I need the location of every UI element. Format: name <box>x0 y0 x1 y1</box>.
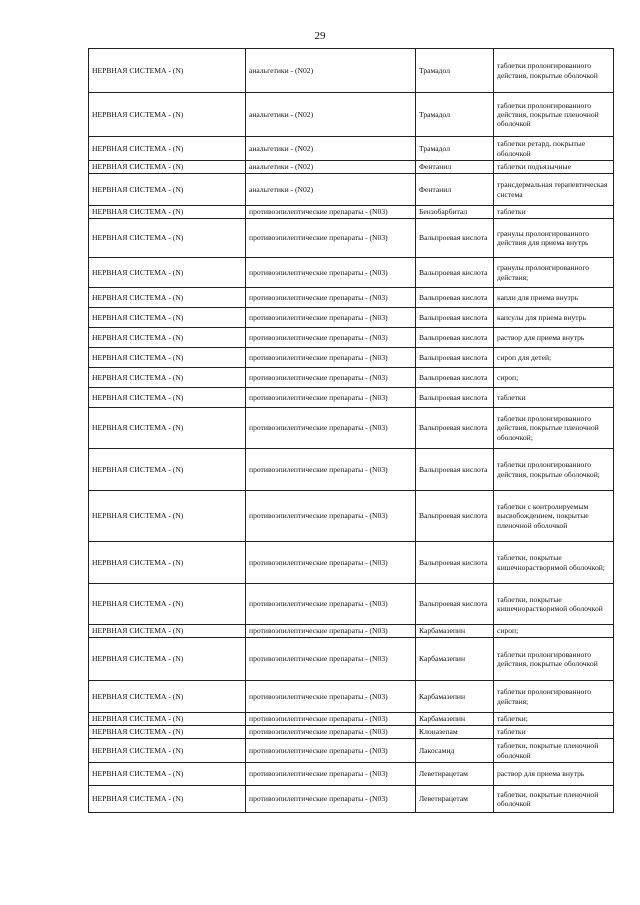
table-row <box>89 408 614 449</box>
group-cell: анальгетики - (N02) <box>246 93 416 137</box>
drug-name-cell: Вальпроевая кислота <box>416 258 494 288</box>
dosage-form-cell: таблетки <box>494 388 614 408</box>
system-cell: НЕРВНАЯ СИСТЕМА - (N) <box>89 206 246 219</box>
dosage-form-cell: таблетки, покрытые кишечнорастворимой оболочкой; <box>494 542 614 584</box>
system-cell: НЕРВНАЯ СИСТЕМА - (N) <box>89 328 246 348</box>
table-row <box>89 388 614 408</box>
drug-name-cell: Вальпроевая кислота <box>416 449 494 491</box>
system-cell: НЕРВНАЯ СИСТЕМА - (N) <box>89 713 246 726</box>
dosage-form-cell: сироп; <box>494 368 614 388</box>
group-cell: анальгетики - (N02) <box>246 161 416 174</box>
drug-name-cell: Вальпроевая кислота <box>416 408 494 449</box>
drug-name-cell: Вальпроевая кислота <box>416 368 494 388</box>
system-cell: НЕРВНАЯ СИСТЕМА - (N) <box>89 308 246 328</box>
table-row <box>89 739 614 763</box>
table-row <box>89 449 614 491</box>
table-row <box>89 219 614 258</box>
drug-register-table <box>88 48 614 813</box>
group-cell: противоэпилептические препараты - (N03) <box>246 625 416 638</box>
system-cell: НЕРВНАЯ СИСТЕМА - (N) <box>89 681 246 713</box>
drug-name-cell: Фентанил <box>416 174 494 206</box>
group-cell: противоэпилептические препараты - (N03) <box>246 206 416 219</box>
table-row <box>89 49 614 93</box>
group-cell: анальгетики - (N02) <box>246 137 416 161</box>
group-cell: анальгетики - (N02) <box>246 174 416 206</box>
table-row <box>89 584 614 625</box>
dosage-form-cell: таблетки подъязычные <box>494 161 614 174</box>
table-row <box>89 308 614 328</box>
table-row <box>89 258 614 288</box>
group-cell: противоэпилептические препараты - (N03) <box>246 491 416 542</box>
drug-name-cell: Вальпроевая кислота <box>416 542 494 584</box>
table-row <box>89 726 614 739</box>
drug-name-cell: Трамадол <box>416 93 494 137</box>
group-cell: противоэпилептические препараты - (N03) <box>246 219 416 258</box>
group-cell: противоэпилептические препараты - (N03) <box>246 542 416 584</box>
system-cell: НЕРВНАЯ СИСТЕМА - (N) <box>89 219 246 258</box>
group-cell: противоэпилептические препараты - (N03) <box>246 638 416 681</box>
drug-name-cell: Клоназепам <box>416 726 494 739</box>
system-cell: НЕРВНАЯ СИСТЕМА - (N) <box>89 137 246 161</box>
drug-name-cell: Трамадол <box>416 49 494 93</box>
group-cell: противоэпилептические препараты - (N03) <box>246 584 416 625</box>
drug-name-cell: Вальпроевая кислота <box>416 584 494 625</box>
table-row <box>89 348 614 368</box>
table-row <box>89 491 614 542</box>
table-row <box>89 638 614 681</box>
drug-name-cell: Леветирацетам <box>416 786 494 813</box>
dosage-form-cell: гранулы пролонгированного действия; <box>494 258 614 288</box>
dosage-form-cell: таблетки <box>494 726 614 739</box>
dosage-form-cell: таблетки, покрытые кишечнорастворимой оболочкой <box>494 584 614 625</box>
group-cell: противоэпилептические препараты - (N03) <box>246 763 416 786</box>
dosage-form-cell: таблетки ретард, покрытые оболочкой <box>494 137 614 161</box>
drug-name-cell: Вальпроевая кислота <box>416 308 494 328</box>
dosage-form-cell: таблетки пролонгированного действия, покрытые оболочкой; <box>494 449 614 491</box>
group-cell: противоэпилептические препараты - (N03) <box>246 388 416 408</box>
group-cell: противоэпилептические препараты - (N03) <box>246 786 416 813</box>
dosage-form-cell: раствор для приема внутрь <box>494 328 614 348</box>
drug-name-cell: Вальпроевая кислота <box>416 328 494 348</box>
drug-name-cell: Вальпроевая кислота <box>416 219 494 258</box>
system-cell: НЕРВНАЯ СИСТЕМА - (N) <box>89 739 246 763</box>
group-cell: противоэпилептические препараты - (N03) <box>246 739 416 763</box>
group-cell: противоэпилептические препараты - (N03) <box>246 368 416 388</box>
system-cell: НЕРВНАЯ СИСТЕМА - (N) <box>89 348 246 368</box>
dosage-form-cell: таблетки, покрытые пленочной оболочкой <box>494 786 614 813</box>
page-number: 29 <box>314 30 326 42</box>
group-cell: противоэпилептические препараты - (N03) <box>246 348 416 368</box>
drug-name-cell: Бензобарбитал <box>416 206 494 219</box>
group-cell: противоэпилептические препараты - (N03) <box>246 713 416 726</box>
system-cell: НЕРВНАЯ СИСТЕМА - (N) <box>89 368 246 388</box>
system-cell: НЕРВНАЯ СИСТЕМА - (N) <box>89 161 246 174</box>
table-row <box>89 93 614 137</box>
dosage-form-cell: сироп; <box>494 625 614 638</box>
group-cell: противоэпилептические препараты - (N03) <box>246 288 416 308</box>
dosage-form-cell: гранулы пролонгированного действия для приема внутрь <box>494 219 614 258</box>
table-row <box>89 174 614 206</box>
system-cell: НЕРВНАЯ СИСТЕМА - (N) <box>89 408 246 449</box>
table-row <box>89 368 614 388</box>
dosage-form-cell: раствор для приема внутрь <box>494 763 614 786</box>
table-row <box>89 542 614 584</box>
dosage-form-cell: таблетки пролонгированного действия; <box>494 681 614 713</box>
group-cell: противоэпилептические препараты - (N03) <box>246 449 416 491</box>
drug-name-cell: Карбамазепин <box>416 681 494 713</box>
dosage-form-cell: таблетки пролонгированного действия, покрытые оболочкой <box>494 638 614 681</box>
dosage-form-cell: капли для приема внутрь <box>494 288 614 308</box>
system-cell: НЕРВНАЯ СИСТЕМА - (N) <box>89 93 246 137</box>
group-cell: противоэпилептические препараты - (N03) <box>246 308 416 328</box>
table-row <box>89 625 614 638</box>
drug-name-cell: Карбамазепин <box>416 713 494 726</box>
group-cell: противоэпилептические препараты - (N03) <box>246 258 416 288</box>
system-cell: НЕРВНАЯ СИСТЕМА - (N) <box>89 638 246 681</box>
drug-name-cell: Карбамазепин <box>416 638 494 681</box>
group-cell: противоэпилептические препараты - (N03) <box>246 726 416 739</box>
drug-name-cell: Трамадол <box>416 137 494 161</box>
system-cell: НЕРВНАЯ СИСТЕМА - (N) <box>89 726 246 739</box>
dosage-form-cell: таблетки <box>494 206 614 219</box>
table-row <box>89 713 614 726</box>
table-row <box>89 137 614 161</box>
dosage-form-cell: сироп для детей; <box>494 348 614 368</box>
table-row <box>89 161 614 174</box>
system-cell: НЕРВНАЯ СИСТЕМА - (N) <box>89 542 246 584</box>
system-cell: НЕРВНАЯ СИСТЕМА - (N) <box>89 49 246 93</box>
system-cell: НЕРВНАЯ СИСТЕМА - (N) <box>89 625 246 638</box>
dosage-form-cell: таблетки пролонгированного действия, покрытые пленочной оболочкой; <box>494 408 614 449</box>
dosage-form-cell: капсулы для приема внутрь <box>494 308 614 328</box>
system-cell: НЕРВНАЯ СИСТЕМА - (N) <box>89 288 246 308</box>
drug-name-cell: Вальпроевая кислота <box>416 288 494 308</box>
system-cell: НЕРВНАЯ СИСТЕМА - (N) <box>89 258 246 288</box>
system-cell: НЕРВНАЯ СИСТЕМА - (N) <box>89 786 246 813</box>
table-row <box>89 763 614 786</box>
drug-name-cell: Карбамазепин <box>416 625 494 638</box>
system-cell: НЕРВНАЯ СИСТЕМА - (N) <box>89 491 246 542</box>
table-row <box>89 288 614 308</box>
drug-name-cell: Леветирацетам <box>416 763 494 786</box>
system-cell: НЕРВНАЯ СИСТЕМА - (N) <box>89 584 246 625</box>
table-row <box>89 328 614 348</box>
dosage-form-cell: трансдермальная терапевтическая система <box>494 174 614 206</box>
dosage-form-cell: таблетки, покрытые пленочной оболочкой <box>494 739 614 763</box>
system-cell: НЕРВНАЯ СИСТЕМА - (N) <box>89 388 246 408</box>
system-cell: НЕРВНАЯ СИСТЕМА - (N) <box>89 763 246 786</box>
table-row <box>89 681 614 713</box>
system-cell: НЕРВНАЯ СИСТЕМА - (N) <box>89 449 246 491</box>
table-row <box>89 786 614 813</box>
drug-name-cell: Вальпроевая кислота <box>416 388 494 408</box>
drug-name-cell: Лакосамид <box>416 739 494 763</box>
group-cell: анальгетики - (N02) <box>246 49 416 93</box>
table-row <box>89 206 614 219</box>
dosage-form-cell: таблетки пролонгированного действия, покрытые пленочной оболочкой <box>494 93 614 137</box>
group-cell: противоэпилептические препараты - (N03) <box>246 328 416 348</box>
dosage-form-cell: таблетки пролонгированного действия, покрытые оболочкой <box>494 49 614 93</box>
group-cell: противоэпилептические препараты - (N03) <box>246 408 416 449</box>
drug-name-cell: Фентанил <box>416 161 494 174</box>
drug-name-cell: Вальпроевая кислота <box>416 348 494 368</box>
group-cell: противоэпилептические препараты - (N03) <box>246 681 416 713</box>
dosage-form-cell: таблетки с контролируемым высвобождением, покрытые пленочной оболочкой <box>494 491 614 542</box>
drug-name-cell: Вальпроевая кислота <box>416 491 494 542</box>
dosage-form-cell: таблетки; <box>494 713 614 726</box>
system-cell: НЕРВНАЯ СИСТЕМА - (N) <box>89 174 246 206</box>
